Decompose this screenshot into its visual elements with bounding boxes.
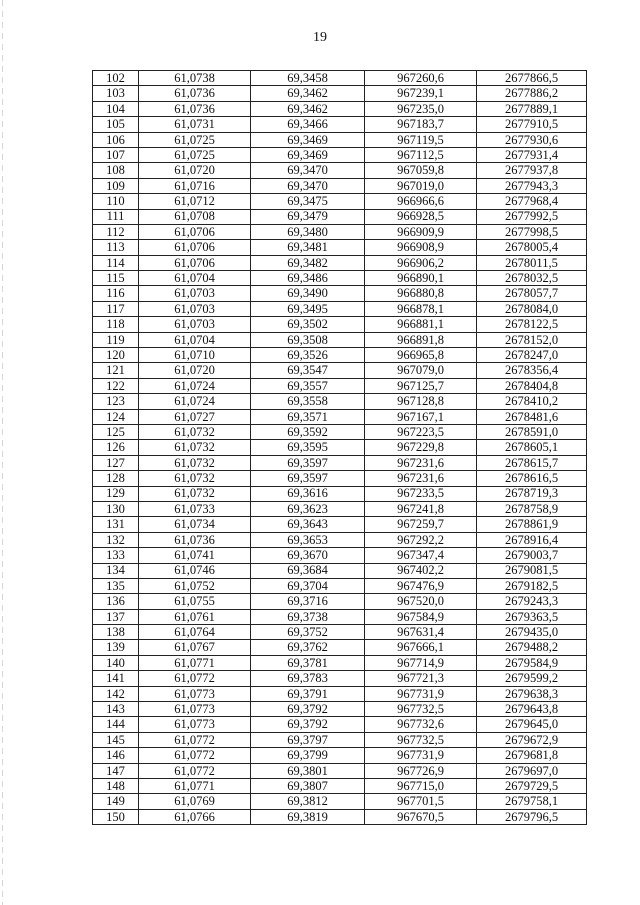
table-row [93, 301, 587, 316]
x-coordinate-cell: 966928,5 [365, 209, 477, 224]
point-number-cell: 110 [93, 194, 139, 209]
longitude-cell: 69,3480 [251, 224, 365, 239]
point-number-cell: 105 [93, 117, 139, 132]
x-coordinate-cell: 967631,4 [365, 625, 477, 640]
page-number: 19 [313, 30, 327, 45]
point-number-cell: 113 [93, 240, 139, 255]
table-row [93, 532, 587, 547]
y-coordinate-cell: 2679638,3 [477, 686, 587, 701]
table-row [93, 732, 587, 747]
latitude-cell: 61,0724 [139, 394, 251, 409]
point-number-cell: 137 [93, 609, 139, 624]
table-row [93, 286, 587, 301]
x-coordinate-cell: 967231,6 [365, 455, 477, 470]
x-coordinate-cell: 967476,9 [365, 578, 477, 593]
y-coordinate-cell: 2677886,2 [477, 86, 587, 101]
latitude-cell: 61,0732 [139, 455, 251, 470]
y-coordinate-cell: 2679758,1 [477, 794, 587, 809]
x-coordinate-cell: 966906,2 [365, 255, 477, 270]
point-number-cell: 103 [93, 86, 139, 101]
point-number-cell: 127 [93, 455, 139, 470]
y-coordinate-cell: 2679729,5 [477, 778, 587, 793]
y-coordinate-cell: 2679697,0 [477, 763, 587, 778]
x-coordinate-cell: 966965,8 [365, 348, 477, 363]
longitude-cell: 69,3653 [251, 532, 365, 547]
latitude-cell: 61,0772 [139, 671, 251, 686]
table-row [93, 501, 587, 516]
latitude-cell: 61,0773 [139, 702, 251, 717]
longitude-cell: 69,3684 [251, 563, 365, 578]
longitude-cell: 69,3792 [251, 702, 365, 717]
latitude-cell: 61,0720 [139, 163, 251, 178]
latitude-cell: 61,0708 [139, 209, 251, 224]
x-coordinate-cell: 967239,1 [365, 86, 477, 101]
latitude-cell: 61,0764 [139, 625, 251, 640]
y-coordinate-cell: 2677968,4 [477, 194, 587, 209]
x-coordinate-cell: 967241,8 [365, 501, 477, 516]
point-number-cell: 128 [93, 471, 139, 486]
latitude-cell: 61,0703 [139, 286, 251, 301]
y-coordinate-cell: 2678615,7 [477, 455, 587, 470]
y-coordinate-cell: 2679363,5 [477, 609, 587, 624]
table-row [93, 240, 587, 255]
latitude-cell: 61,0732 [139, 471, 251, 486]
latitude-cell: 61,0727 [139, 409, 251, 424]
x-coordinate-cell: 967666,1 [365, 640, 477, 655]
table-row [93, 348, 587, 363]
table-row [93, 763, 587, 778]
point-number-cell: 126 [93, 440, 139, 455]
latitude-cell: 61,0720 [139, 363, 251, 378]
table-row [93, 486, 587, 501]
latitude-cell: 61,0732 [139, 486, 251, 501]
latitude-cell: 61,0706 [139, 255, 251, 270]
x-coordinate-cell: 966878,1 [365, 301, 477, 316]
latitude-cell: 61,0712 [139, 194, 251, 209]
x-coordinate-cell: 967112,5 [365, 147, 477, 162]
y-coordinate-cell: 2678152,0 [477, 332, 587, 347]
point-number-cell: 135 [93, 578, 139, 593]
point-number-cell: 138 [93, 625, 139, 640]
table-row [93, 655, 587, 670]
latitude-cell: 61,0706 [139, 240, 251, 255]
y-coordinate-cell: 2679081,5 [477, 563, 587, 578]
point-number-cell: 147 [93, 763, 139, 778]
point-number-cell: 112 [93, 224, 139, 239]
y-coordinate-cell: 2678247,0 [477, 348, 587, 363]
latitude-cell: 61,0733 [139, 501, 251, 516]
point-number-cell: 136 [93, 594, 139, 609]
x-coordinate-cell: 967235,0 [365, 101, 477, 116]
latitude-cell: 61,0771 [139, 655, 251, 670]
table-row [93, 717, 587, 732]
table-row [93, 548, 587, 563]
x-coordinate-cell: 967714,9 [365, 655, 477, 670]
x-coordinate-cell: 967701,5 [365, 794, 477, 809]
x-coordinate-cell: 967019,0 [365, 178, 477, 193]
point-number-cell: 131 [93, 517, 139, 532]
latitude-cell: 61,0767 [139, 640, 251, 655]
longitude-cell: 69,3716 [251, 594, 365, 609]
y-coordinate-cell: 2679182,5 [477, 578, 587, 593]
latitude-cell: 61,0725 [139, 147, 251, 162]
table-row [93, 163, 587, 178]
x-coordinate-cell: 967167,1 [365, 409, 477, 424]
scan-edge-line [2, 0, 3, 905]
table-row [93, 794, 587, 809]
longitude-cell: 69,3819 [251, 809, 365, 824]
x-coordinate-cell: 967520,0 [365, 594, 477, 609]
longitude-cell: 69,3486 [251, 271, 365, 286]
y-coordinate-cell: 2677910,5 [477, 117, 587, 132]
x-coordinate-cell: 967402,2 [365, 563, 477, 578]
y-coordinate-cell: 2677866,5 [477, 71, 587, 86]
latitude-cell: 61,0769 [139, 794, 251, 809]
latitude-cell: 61,0703 [139, 301, 251, 316]
y-coordinate-cell: 2678005,4 [477, 240, 587, 255]
x-coordinate-cell: 967731,9 [365, 686, 477, 701]
x-coordinate-cell: 967721,3 [365, 671, 477, 686]
x-coordinate-cell: 967732,5 [365, 702, 477, 717]
y-coordinate-cell: 2677998,5 [477, 224, 587, 239]
point-number-cell: 108 [93, 163, 139, 178]
point-number-cell: 139 [93, 640, 139, 655]
longitude-cell: 69,3502 [251, 317, 365, 332]
longitude-cell: 69,3670 [251, 548, 365, 563]
latitude-cell: 61,0706 [139, 224, 251, 239]
longitude-cell: 69,3557 [251, 378, 365, 393]
latitude-cell: 61,0734 [139, 517, 251, 532]
point-number-cell: 117 [93, 301, 139, 316]
table-row [93, 640, 587, 655]
y-coordinate-cell: 2678616,5 [477, 471, 587, 486]
table-row [93, 178, 587, 193]
latitude-cell: 61,0755 [139, 594, 251, 609]
y-coordinate-cell: 2679584,9 [477, 655, 587, 670]
table-row [93, 809, 587, 824]
latitude-cell: 61,0736 [139, 86, 251, 101]
longitude-cell: 69,3466 [251, 117, 365, 132]
longitude-cell: 69,3558 [251, 394, 365, 409]
point-number-cell: 107 [93, 147, 139, 162]
latitude-cell: 61,0752 [139, 578, 251, 593]
coordinates-table [92, 70, 587, 825]
point-number-cell: 143 [93, 702, 139, 717]
x-coordinate-cell: 967260,6 [365, 71, 477, 86]
coordinates-table-body [93, 71, 587, 825]
table-row [93, 440, 587, 455]
longitude-cell: 69,3469 [251, 132, 365, 147]
latitude-cell: 61,0772 [139, 748, 251, 763]
point-number-cell: 133 [93, 548, 139, 563]
longitude-cell: 69,3797 [251, 732, 365, 747]
longitude-cell: 69,3571 [251, 409, 365, 424]
longitude-cell: 69,3469 [251, 147, 365, 162]
point-number-cell: 142 [93, 686, 139, 701]
longitude-cell: 69,3799 [251, 748, 365, 763]
table-row [93, 101, 587, 116]
x-coordinate-cell: 967229,8 [365, 440, 477, 455]
latitude-cell: 61,0746 [139, 563, 251, 578]
table-row [93, 409, 587, 424]
table-row [93, 455, 587, 470]
x-coordinate-cell: 967715,0 [365, 778, 477, 793]
longitude-cell: 69,3462 [251, 101, 365, 116]
y-coordinate-cell: 2678591,0 [477, 424, 587, 439]
y-coordinate-cell: 2678758,9 [477, 501, 587, 516]
table-row [93, 394, 587, 409]
longitude-cell: 69,3623 [251, 501, 365, 516]
table-row [93, 224, 587, 239]
table-row [93, 132, 587, 147]
table-row [93, 578, 587, 593]
table-row [93, 194, 587, 209]
x-coordinate-cell: 966909,9 [365, 224, 477, 239]
table-row [93, 563, 587, 578]
y-coordinate-cell: 2678404,8 [477, 378, 587, 393]
table-row [93, 686, 587, 701]
point-number-cell: 132 [93, 532, 139, 547]
y-coordinate-cell: 2678122,5 [477, 317, 587, 332]
longitude-cell: 69,3547 [251, 363, 365, 378]
latitude-cell: 61,0773 [139, 717, 251, 732]
y-coordinate-cell: 2677930,6 [477, 132, 587, 147]
point-number-cell: 145 [93, 732, 139, 747]
longitude-cell: 69,3616 [251, 486, 365, 501]
point-number-cell: 140 [93, 655, 139, 670]
y-coordinate-cell: 2679643,8 [477, 702, 587, 717]
point-number-cell: 148 [93, 778, 139, 793]
longitude-cell: 69,3807 [251, 778, 365, 793]
table-row [93, 594, 587, 609]
x-coordinate-cell: 967584,9 [365, 609, 477, 624]
y-coordinate-cell: 2678916,4 [477, 532, 587, 547]
y-coordinate-cell: 2678410,2 [477, 394, 587, 409]
y-coordinate-cell: 2678356,4 [477, 363, 587, 378]
longitude-cell: 69,3508 [251, 332, 365, 347]
longitude-cell: 69,3482 [251, 255, 365, 270]
x-coordinate-cell: 967731,9 [365, 748, 477, 763]
x-coordinate-cell: 966891,8 [365, 332, 477, 347]
table-row [93, 363, 587, 378]
x-coordinate-cell: 967223,5 [365, 424, 477, 439]
y-coordinate-cell: 2677943,3 [477, 178, 587, 193]
y-coordinate-cell: 2679003,7 [477, 548, 587, 563]
longitude-cell: 69,3597 [251, 471, 365, 486]
table-row [93, 86, 587, 101]
point-number-cell: 144 [93, 717, 139, 732]
table-row [93, 671, 587, 686]
y-coordinate-cell: 2678032,5 [477, 271, 587, 286]
table-row [93, 117, 587, 132]
latitude-cell: 61,0736 [139, 101, 251, 116]
latitude-cell: 61,0773 [139, 686, 251, 701]
point-number-cell: 150 [93, 809, 139, 824]
longitude-cell: 69,3791 [251, 686, 365, 701]
y-coordinate-cell: 2678605,1 [477, 440, 587, 455]
longitude-cell: 69,3462 [251, 86, 365, 101]
y-coordinate-cell: 2679645,0 [477, 717, 587, 732]
point-number-cell: 119 [93, 332, 139, 347]
y-coordinate-cell: 2678481,6 [477, 409, 587, 424]
y-coordinate-cell: 2677889,1 [477, 101, 587, 116]
table-row [93, 625, 587, 640]
point-number-cell: 146 [93, 748, 139, 763]
latitude-cell: 61,0772 [139, 763, 251, 778]
table-row [93, 702, 587, 717]
latitude-cell: 61,0741 [139, 548, 251, 563]
latitude-cell: 61,0725 [139, 132, 251, 147]
y-coordinate-cell: 2679435,0 [477, 625, 587, 640]
latitude-cell: 61,0738 [139, 71, 251, 86]
longitude-cell: 69,3597 [251, 455, 365, 470]
longitude-cell: 69,3781 [251, 655, 365, 670]
y-coordinate-cell: 2679488,2 [477, 640, 587, 655]
longitude-cell: 69,3801 [251, 763, 365, 778]
latitude-cell: 61,0732 [139, 440, 251, 455]
point-number-cell: 141 [93, 671, 139, 686]
table-row [93, 255, 587, 270]
y-coordinate-cell: 2679599,2 [477, 671, 587, 686]
latitude-cell: 61,0704 [139, 271, 251, 286]
point-number-cell: 118 [93, 317, 139, 332]
longitude-cell: 69,3762 [251, 640, 365, 655]
y-coordinate-cell: 2677931,4 [477, 147, 587, 162]
x-coordinate-cell: 967183,7 [365, 117, 477, 132]
table-row [93, 71, 587, 86]
latitude-cell: 61,0761 [139, 609, 251, 624]
x-coordinate-cell: 967079,0 [365, 363, 477, 378]
x-coordinate-cell: 967732,6 [365, 717, 477, 732]
longitude-cell: 69,3490 [251, 286, 365, 301]
longitude-cell: 69,3495 [251, 301, 365, 316]
x-coordinate-cell: 967726,9 [365, 763, 477, 778]
longitude-cell: 69,3470 [251, 163, 365, 178]
x-coordinate-cell: 967233,5 [365, 486, 477, 501]
y-coordinate-cell: 2679672,9 [477, 732, 587, 747]
point-number-cell: 109 [93, 178, 139, 193]
x-coordinate-cell: 967347,4 [365, 548, 477, 563]
longitude-cell: 69,3481 [251, 240, 365, 255]
latitude-cell: 61,0716 [139, 178, 251, 193]
latitude-cell: 61,0771 [139, 778, 251, 793]
y-coordinate-cell: 2677937,8 [477, 163, 587, 178]
point-number-cell: 111 [93, 209, 139, 224]
table-row [93, 147, 587, 162]
latitude-cell: 61,0766 [139, 809, 251, 824]
latitude-cell: 61,0710 [139, 348, 251, 363]
latitude-cell: 61,0731 [139, 117, 251, 132]
point-number-cell: 129 [93, 486, 139, 501]
table-row [93, 424, 587, 439]
point-number-cell: 134 [93, 563, 139, 578]
table-row [93, 332, 587, 347]
latitude-cell: 61,0724 [139, 378, 251, 393]
table-row [93, 748, 587, 763]
longitude-cell: 69,3592 [251, 424, 365, 439]
point-number-cell: 114 [93, 255, 139, 270]
latitude-cell: 61,0732 [139, 424, 251, 439]
point-number-cell: 104 [93, 101, 139, 116]
longitude-cell: 69,3470 [251, 178, 365, 193]
y-coordinate-cell: 2678011,5 [477, 255, 587, 270]
latitude-cell: 61,0736 [139, 532, 251, 547]
longitude-cell: 69,3704 [251, 578, 365, 593]
longitude-cell: 69,3479 [251, 209, 365, 224]
x-coordinate-cell: 966880,8 [365, 286, 477, 301]
table-row [93, 609, 587, 624]
x-coordinate-cell: 967231,6 [365, 471, 477, 486]
x-coordinate-cell: 966890,1 [365, 271, 477, 286]
longitude-cell: 69,3752 [251, 625, 365, 640]
point-number-cell: 116 [93, 286, 139, 301]
x-coordinate-cell: 966966,6 [365, 194, 477, 209]
x-coordinate-cell: 967125,7 [365, 378, 477, 393]
x-coordinate-cell: 966881,1 [365, 317, 477, 332]
latitude-cell: 61,0704 [139, 332, 251, 347]
y-coordinate-cell: 2678084,0 [477, 301, 587, 316]
point-number-cell: 125 [93, 424, 139, 439]
point-number-cell: 149 [93, 794, 139, 809]
point-number-cell: 130 [93, 501, 139, 516]
x-coordinate-cell: 967670,5 [365, 809, 477, 824]
y-coordinate-cell: 2679796,5 [477, 809, 587, 824]
longitude-cell: 69,3458 [251, 71, 365, 86]
y-coordinate-cell: 2679681,8 [477, 748, 587, 763]
latitude-cell: 61,0772 [139, 732, 251, 747]
table-row [93, 517, 587, 532]
longitude-cell: 69,3595 [251, 440, 365, 455]
point-number-cell: 115 [93, 271, 139, 286]
x-coordinate-cell: 966908,9 [365, 240, 477, 255]
y-coordinate-cell: 2677992,5 [477, 209, 587, 224]
table-row [93, 317, 587, 332]
longitude-cell: 69,3475 [251, 194, 365, 209]
point-number-cell: 106 [93, 132, 139, 147]
point-number-cell: 122 [93, 378, 139, 393]
x-coordinate-cell: 967059,8 [365, 163, 477, 178]
point-number-cell: 102 [93, 71, 139, 86]
x-coordinate-cell: 967119,5 [365, 132, 477, 147]
point-number-cell: 124 [93, 409, 139, 424]
point-number-cell: 123 [93, 394, 139, 409]
table-row [93, 209, 587, 224]
x-coordinate-cell: 967292,2 [365, 532, 477, 547]
point-number-cell: 120 [93, 348, 139, 363]
x-coordinate-cell: 967732,5 [365, 732, 477, 747]
table-row [93, 378, 587, 393]
table-row [93, 471, 587, 486]
longitude-cell: 69,3783 [251, 671, 365, 686]
longitude-cell: 69,3812 [251, 794, 365, 809]
y-coordinate-cell: 2678057,7 [477, 286, 587, 301]
longitude-cell: 69,3738 [251, 609, 365, 624]
x-coordinate-cell: 967128,8 [365, 394, 477, 409]
y-coordinate-cell: 2678719,3 [477, 486, 587, 501]
longitude-cell: 69,3643 [251, 517, 365, 532]
longitude-cell: 69,3526 [251, 348, 365, 363]
x-coordinate-cell: 967259,7 [365, 517, 477, 532]
point-number-cell: 121 [93, 363, 139, 378]
latitude-cell: 61,0703 [139, 317, 251, 332]
table-row [93, 271, 587, 286]
table-row [93, 778, 587, 793]
y-coordinate-cell: 2679243,3 [477, 594, 587, 609]
y-coordinate-cell: 2678861,9 [477, 517, 587, 532]
longitude-cell: 69,3792 [251, 717, 365, 732]
